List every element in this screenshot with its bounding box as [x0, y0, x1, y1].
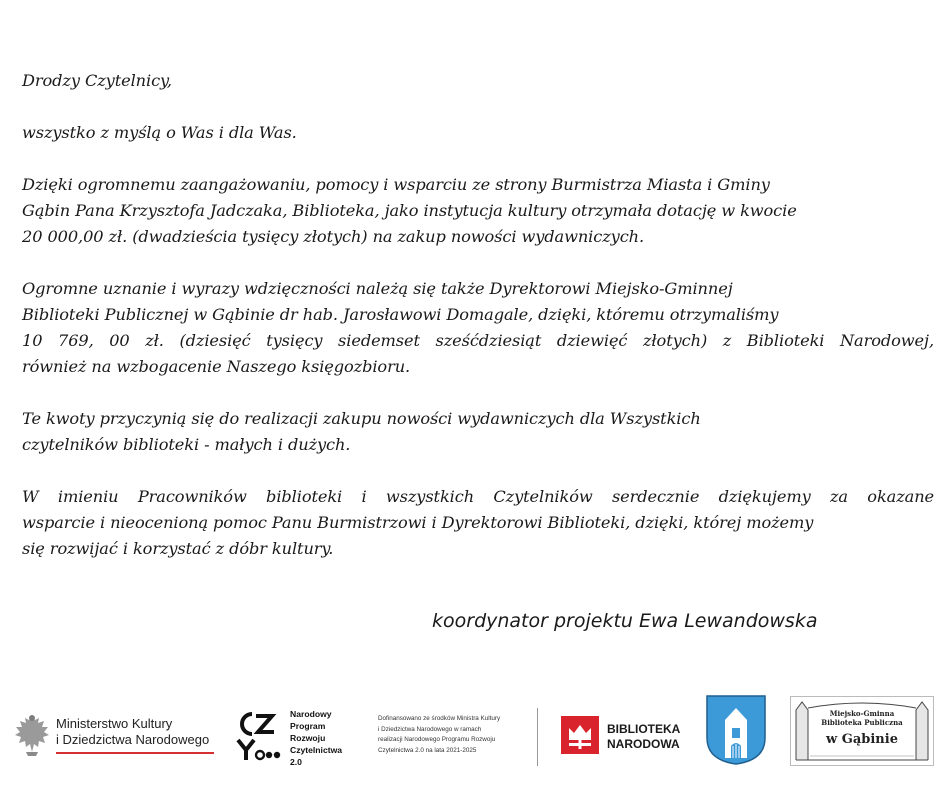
program-name: Narodowy Program Rozwoju Czytelnictwa 2.0 — [290, 709, 343, 767]
funding-note: Dofinansowano ze środków Ministra Kultury i Dziedzictwa Narodowego w ramach realizacji Narodowego Programu Rozwoju Czytelnictwa 2.0 na lata 2021-2025 — [378, 715, 501, 754]
stamp-town: w Gąbinie — [826, 732, 898, 747]
paragraph-line: się rozwijać i korzystać z dóbr kultury. — [22, 539, 334, 558]
coat-of-arms-icon — [705, 694, 767, 766]
greeting: Drodzy Czytelnicy, — [22, 71, 172, 90]
paragraph-line: wsparcie i nieocenioną pomoc Panu Burmistrzowi i Dyrektorowi Biblioteki, dzięki, której możemy — [22, 513, 814, 532]
stamp-title: Miejsko-Gminna Biblioteka Publiczna — [821, 709, 903, 727]
national-library-logo — [561, 716, 691, 756]
logo-divider — [537, 708, 538, 766]
paragraph-4 — [22, 484, 934, 562]
signature: koordynator projektu Ewa Lewandowska — [432, 610, 818, 632]
letter-body — [22, 68, 934, 588]
intro: wszystko z myślą o Was i dla Was. — [22, 123, 297, 142]
paragraph-line: również na wzbogacenie Naszego księgozbioru. — [22, 357, 411, 376]
program-logo — [236, 704, 366, 768]
ministry-name: Ministerstwo Kultury i Dziedzictwa Narodowego — [56, 716, 210, 747]
library-building-icon — [790, 696, 934, 766]
logo-bar — [0, 690, 940, 780]
paragraph-line: Gąbin Pana Krzysztofa Jadczaka, Biblioteka, jako instytucja kultury otrzymała dotację w kwocie — [22, 201, 797, 220]
paragraph-3 — [22, 406, 934, 458]
paragraph-line: czytelników biblioteki - małych i dużych. — [22, 435, 351, 454]
paragraph-line: Te kwoty przyczynią się do realizacji zakupu nowości wydawniczych dla Wszystkich — [22, 409, 701, 428]
crown-emblem-icon — [561, 716, 599, 754]
ministry-underline — [56, 752, 214, 754]
paragraph-line: 20 000,00 zł. (dwadzieścia tysięcy złotych) na zakup nowości wydawniczych. — [22, 227, 645, 246]
paragraph-line: 10 769, 00 zł. (dziesięć tysięcy siedemset sześćdziesiąt dziewięć złotych) z Biblioteki Narodowej, — [22, 331, 934, 350]
paragraph-line: W imieniu Pracowników biblioteki i wszystkich Czytelników serdecznie dziękujemy za okazane — [22, 487, 934, 506]
paragraph-line: Dzięki ogromnemu zaangażowaniu, pomocy i wsparciu ze strony Burmistrza Miasta i Gminy — [22, 175, 770, 194]
paragraph-2 — [22, 276, 934, 380]
national-library-name: BIBLIOTEKA NARODOWA — [607, 722, 681, 751]
paragraph-line: Ogromne uznanie i wyrazy wdzięczności należą się także Dyrektorowi Miejsko-Gminnej — [22, 279, 733, 298]
paragraph-line: Biblioteki Publicznej w Gąbinie dr hab. Jarosławowi Domagale, dzięki, któremu otrzymaliśmy — [22, 305, 779, 324]
eagle-emblem-icon — [12, 712, 52, 758]
ministry-logo — [12, 712, 217, 760]
paragraph-1 — [22, 172, 934, 250]
library-stamp-logo — [790, 696, 934, 766]
program-mark-icon — [236, 710, 284, 762]
